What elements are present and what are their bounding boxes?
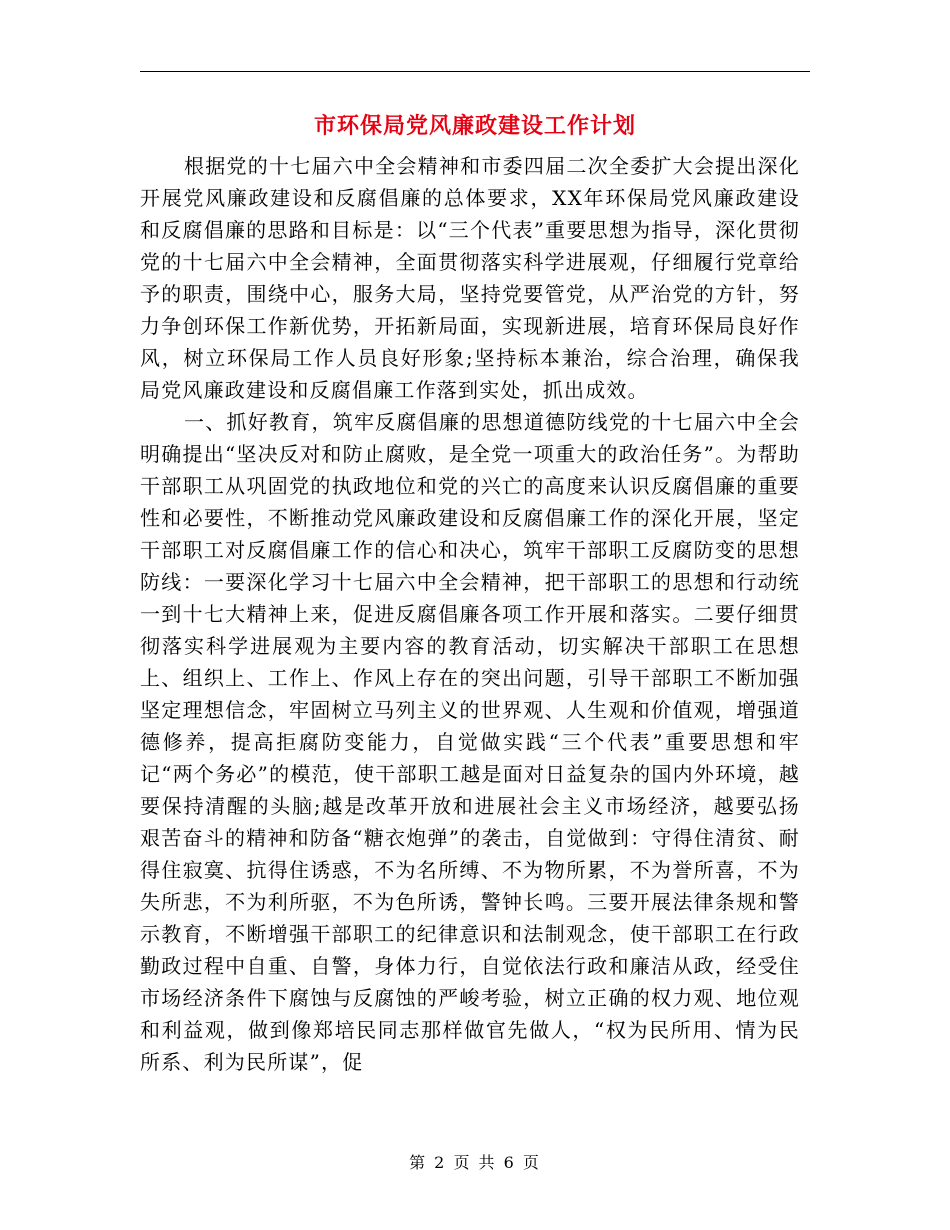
document-body: [140, 150, 800, 1078]
header-rule: [140, 71, 810, 72]
document-title: 市环保局党风廉政建设工作计划: [313, 113, 636, 139]
paragraph-section-one: 一、抓好教育，筑牢反腐倡廉的思想道德防线党的十七届六中全会明确提出“坚决反对和防止腐败，是全党一项重大的政治任务”。为帮助干部职工从巩固党的执政地位和党的兴亡的高度来认识反腐倡廉的重要性和必要性，不断推动党风廉政建设和反腐倡廉工作的深化开展，坚定干部职工对反腐倡廉工作的信心和决心，筑牢干部职工反腐防变的思想防线：一要深化学习十七届六中全会精神，把干部职工的思想和行动统一到十七大精神上来，促进反腐倡廉各项工作开展和落实。二要仔细贯彻落实科学进展观为主要内容的教育活动，切实解决干部职工在思想上、组织上、工作上、作风上存在的突出问题，引导干部职工不断加强坚定理想信念，牢固树立马列主义的世界观、人生观和价值观，增强道德修养，提高拒腐防变能力，自觉做实践“三个代表”重要思想和牢记“两个务必”的模范，使干部职工越是面对日益复杂的国内外环境，越要保持清醒的头脑;越是改革开放和进展社会主义市场经济，越要弘扬艰苦奋斗的精神和防备“糖衣炮弹”的袭击，自觉做到：守得住清贫、耐得住寂寞、抗得住诱惑，不为名所缚、不为物所累，不为誉所喜，不为失所悲，不为利所驱，不为色所诱，警钟长鸣。三要开展法律条规和警示教育，不断增强干部职工的纪律意识和法制观念，使干部职工在行政勤政过程中自重、自警，身体力行，自觉依法行政和廉洁从政，经受住市场经济条件下腐蚀与反腐蚀的严峻考验，树立正确的权力观、地位观和利益观，做到像郑培民同志那样做官先做人，“权为民所用、情为民所系、利为民所谋”，促: [140, 410, 800, 1074]
page-footer: 第 2 页 共 6 页: [409, 1153, 541, 1172]
paragraph-intro: 根据党的十七届六中全会精神和市委四届二次全委扩大会提出深化开展党风廉政建设和反腐倡廉的总体要求，XX年环保局党风廉政建设和反腐倡廉的思路和目标是：以“三个代表”重要思想为指导，深化贯彻党的十七届六中全会精神，全面贯彻落实科学进展观，仔细履行党章给予的职责，围绕中心，服务大局，坚持党要管党，从严治党的方针，努力争创环保工作新优势，开拓新局面，实现新进展，培育环保局良好作风，树立环保局工作人员良好形象;坚持标本兼治，综合治理，确保我局党风廉政建设和反腐倡廉工作落到实处，抓出成效。: [140, 154, 800, 402]
